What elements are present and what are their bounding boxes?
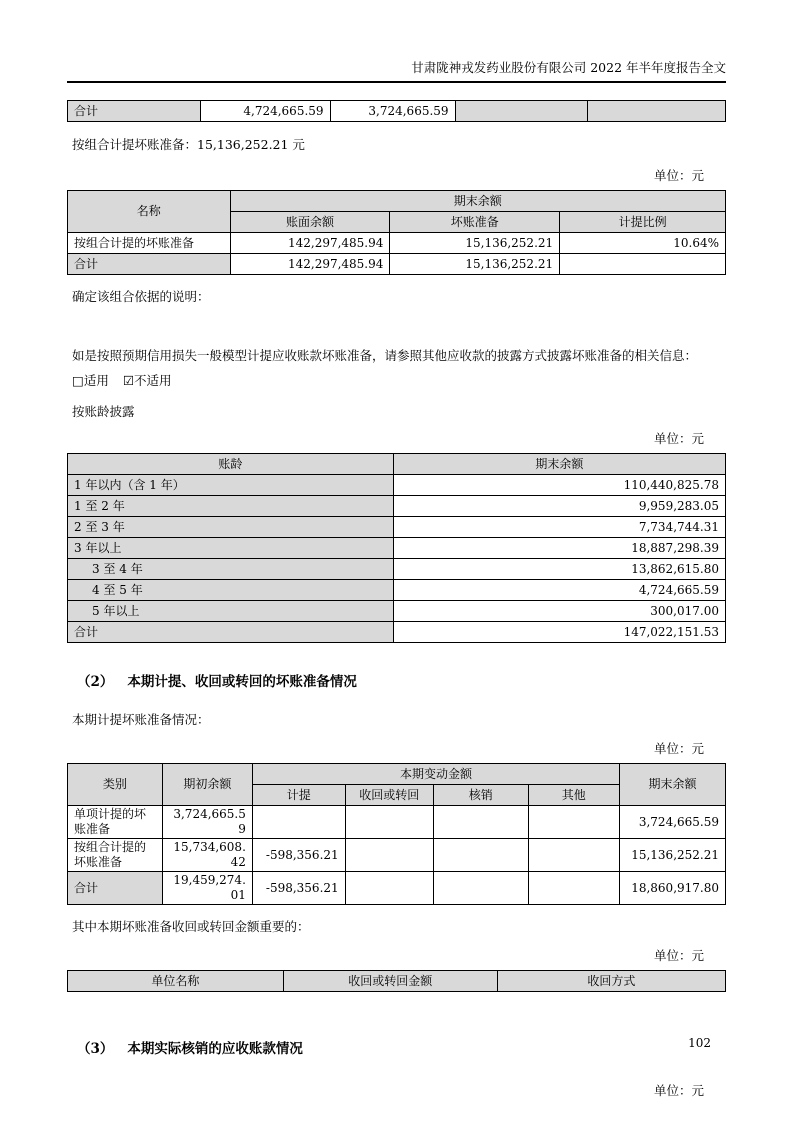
- applicable-label: 适用: [83, 373, 109, 388]
- col-header-recovered-amount: 收回或转回金额: [283, 971, 497, 992]
- cell-book-balance: 142,297,485.94: [230, 254, 390, 275]
- section-2-title: 本期计提、收回或转回的坏账准备情况: [127, 674, 357, 690]
- table-row: [68, 806, 726, 839]
- aging-value: 4,724,665.59: [393, 580, 725, 601]
- section-2-heading: [77, 670, 726, 690]
- recovery-table: [67, 970, 726, 992]
- col-header-provision-ratio: 计提比例: [560, 212, 726, 233]
- aging-label: 2 至 3 年: [68, 517, 394, 538]
- summary-empty-2: [588, 101, 726, 122]
- checkbox-checked-icon: ☑: [122, 373, 135, 388]
- summary-total-label: 合计: [68, 101, 201, 122]
- cell-recovered: [345, 839, 433, 872]
- col-header-unit-name: 单位名称: [68, 971, 284, 992]
- cell-ending: 15,136,252.21: [620, 839, 726, 872]
- table-row: [68, 559, 726, 580]
- aging-value: 9,959,283.05: [393, 496, 725, 517]
- aging-value-total: 147,022,151.53: [393, 622, 725, 643]
- aging-value: 18,887,298.39: [393, 538, 725, 559]
- col-header-ending-balance: 期末余额: [620, 764, 726, 806]
- unit-label: 单位：元: [653, 168, 704, 183]
- cell-beginning: 15,734,608.42: [162, 839, 252, 872]
- table-row: [68, 622, 726, 643]
- col-header-other: 其他: [528, 785, 619, 806]
- table-row: [68, 254, 726, 275]
- aging-label: 3 至 4 年: [68, 559, 394, 580]
- col-header-book-balance: 账面余额: [230, 212, 390, 233]
- col-header-category: 类别: [68, 764, 163, 806]
- section-3-title: 本期实际核销的应收账款情况: [127, 1041, 303, 1057]
- cell-written-off: [433, 806, 528, 839]
- aging-table: [67, 453, 726, 643]
- cell-other: [528, 806, 619, 839]
- summary-value-1: 4,724,665.59: [200, 101, 330, 122]
- applicability-line: [72, 371, 726, 389]
- table-row: [68, 872, 726, 905]
- cell-other: [528, 872, 619, 905]
- not-applicable-label: 不适用: [134, 373, 172, 388]
- section-3-heading: [77, 1037, 726, 1057]
- col-header-change-group: 本期变动金额: [252, 764, 619, 785]
- col-header-bad-debt-provision: 坏账准备: [390, 212, 560, 233]
- table-row: [68, 517, 726, 538]
- cell-recovered: [345, 806, 433, 839]
- note-basis-explanation: 确定该组合依据的说明：: [72, 289, 210, 304]
- cell-ending: 3,724,665.59: [620, 806, 726, 839]
- document-title: 甘肃陇神戎发药业股份有限公司 2022 年半年度报告全文: [411, 60, 726, 75]
- movement-category: 单项计提的坏账准备: [68, 806, 163, 839]
- table-row: [68, 475, 726, 496]
- note-aging-disclosure: 按账龄披露: [72, 404, 135, 419]
- cell-provision: -598,356.21: [252, 839, 345, 872]
- cell-book-balance: 142,297,485.94: [230, 233, 390, 254]
- summary-empty-1: [455, 101, 588, 122]
- col-header-recovered: 收回或转回: [345, 785, 433, 806]
- cell-other: [528, 839, 619, 872]
- cell-bad-debt: 15,136,252.21: [390, 254, 560, 275]
- checkbox-unchecked-icon: □: [72, 373, 84, 388]
- document-header: [67, 0, 726, 83]
- unit-label: 单位：元: [653, 431, 704, 446]
- note-portfolio-provision: 按组合计提坏账准备：15,136,252.21 元: [72, 137, 305, 152]
- unit-label: 单位：元: [653, 948, 704, 963]
- table-row: [68, 538, 726, 559]
- cell-provision: [252, 806, 345, 839]
- section-3-number: （3）: [77, 1041, 114, 1057]
- cell-recovered: [345, 872, 433, 905]
- table-row: [68, 233, 726, 254]
- aging-label: 1 年以内（含 1 年）: [68, 475, 394, 496]
- cell-ratio: [560, 254, 726, 275]
- table-row: [68, 101, 726, 122]
- applicable-checkbox: [72, 373, 109, 388]
- col-header-written-off: 核销: [433, 785, 528, 806]
- portfolio-provision-table: [67, 190, 726, 275]
- table-row: [68, 496, 726, 517]
- row-label: 按组合计提的坏账准备: [68, 233, 231, 254]
- note-recovery-important: 其中本期坏账准备收回或转回金额重要的：: [72, 919, 310, 934]
- cell-written-off: [433, 872, 528, 905]
- aging-value: 13,862,615.80: [393, 559, 725, 580]
- aging-label: 5 年以上: [68, 601, 394, 622]
- table-row: [68, 839, 726, 872]
- page-number: 102: [688, 1036, 711, 1050]
- col-header-ending-balance: 期末余额: [393, 454, 725, 475]
- table-header-row: [68, 191, 726, 212]
- aging-label: 3 年以上: [68, 538, 394, 559]
- cell-beginning: 3,724,665.59: [162, 806, 252, 839]
- aging-label: 4 至 5 年: [68, 580, 394, 601]
- table-header-row: [68, 454, 726, 475]
- not-applicable-checkbox: [123, 373, 172, 388]
- cell-ending: 18,860,917.80: [620, 872, 726, 905]
- table-header-row: [68, 764, 726, 785]
- aging-value: 110,440,825.78: [393, 475, 725, 496]
- cell-bad-debt: 15,136,252.21: [390, 233, 560, 254]
- unit-label: 单位：元: [653, 1083, 704, 1098]
- summary-value-2: 3,724,665.59: [330, 101, 455, 122]
- col-header-ending-balance-group: 期末余额: [230, 191, 725, 212]
- col-header-recovery-method: 收回方式: [497, 971, 725, 992]
- aging-label: 1 至 2 年: [68, 496, 394, 517]
- cell-provision: -598,356.21: [252, 872, 345, 905]
- unit-label: 单位：元: [653, 741, 704, 756]
- cell-ratio: 10.64%: [560, 233, 726, 254]
- row-label-total: 合计: [68, 254, 231, 275]
- section-2-subtext: 本期计提坏账准备情况：: [72, 712, 210, 727]
- table-header-row: [68, 971, 726, 992]
- col-header-aging: 账龄: [68, 454, 394, 475]
- table-row: [68, 601, 726, 622]
- cell-written-off: [433, 839, 528, 872]
- table-row: [68, 580, 726, 601]
- movement-table: [67, 763, 726, 905]
- cell-beginning: 19,459,274.01: [162, 872, 252, 905]
- col-header-beginning-balance: 期初余额: [162, 764, 252, 806]
- col-header-provision: 计提: [252, 785, 345, 806]
- aging-label-total: 合计: [68, 622, 394, 643]
- summary-continuation-table: [67, 100, 726, 122]
- col-header-name: 名称: [68, 191, 231, 233]
- note-ecl-model: 如是按照预期信用损失一般模型计提应收账款坏账准备，请参照其他应收款的披露方式披露坏账准备的相关信息：: [72, 348, 698, 363]
- aging-value: 7,734,744.31: [393, 517, 725, 538]
- movement-category: 按组合计提的坏账准备: [68, 839, 163, 872]
- aging-value: 300,017.00: [393, 601, 725, 622]
- movement-category-total: 合计: [68, 872, 163, 905]
- section-2-number: （2）: [77, 674, 114, 690]
